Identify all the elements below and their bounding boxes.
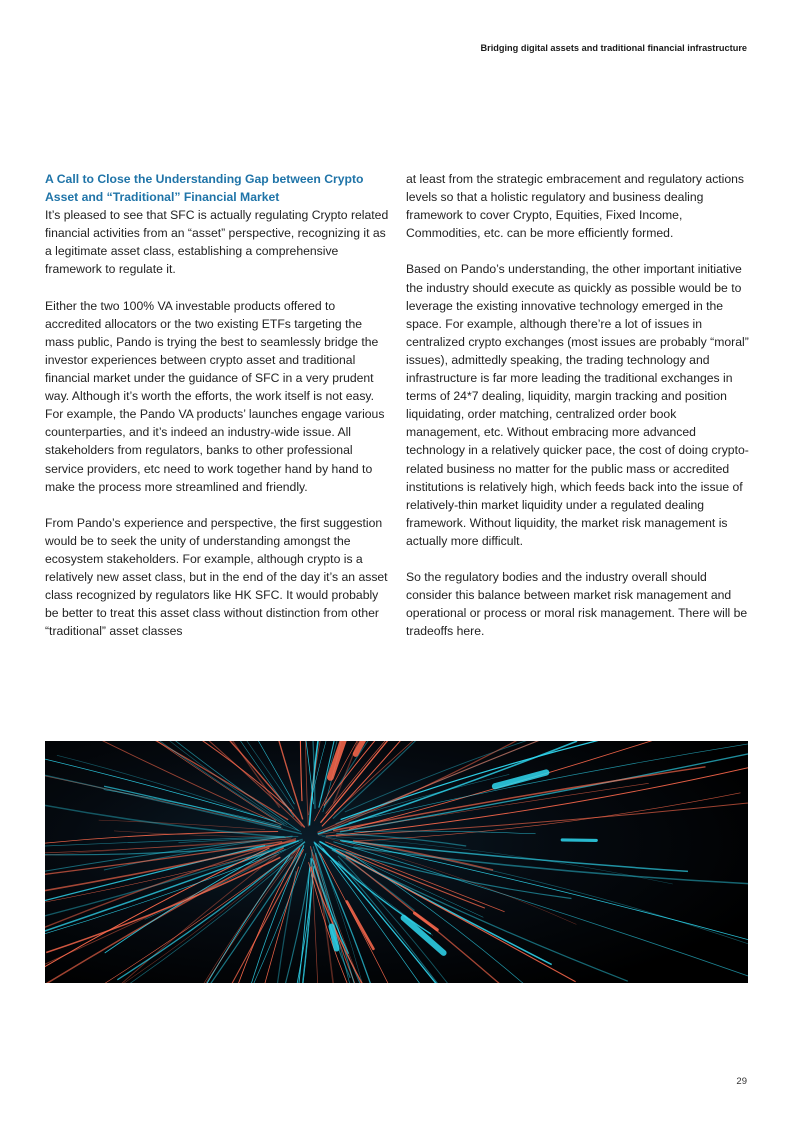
text-column-right bbox=[406, 170, 752, 640]
paragraph: It’s pleased to see that SFC is actually regulating Crypto related financial activities from an “asset” perspective, recognizing it as a legitimate asset class, establishing a comprehensive framework to regulate it. bbox=[45, 208, 389, 277]
running-header: Bridging digital assets and traditional financial infrastructure bbox=[480, 43, 747, 53]
section-heading: A Call to Close the Understanding Gap between Crypto Asset and “Traditional” Financial Market bbox=[45, 172, 364, 205]
cyan-light-bar bbox=[562, 840, 596, 841]
paragraph: Either the two 100% VA investable products offered to accredited allocators or the two existing ETFs targeting the mass public, Pando is trying the best to seamlessly bridge the investor experiences between crypto asset and traditional financial market under the guidance of SFC in a very prudent way. Although it’s worth the efforts, the work itself is not easy. For example, the Pando VA products’ launches engage various counterparties, and it’s indeed an industry-wide issue. All stakeholders from regulators, banks to other professional service providers, etc need to work together hand by hand to make the process more streamlined and friendly. bbox=[45, 298, 385, 494]
paragraph: at least from the strategic embracement and regulatory actions levels so that a holistic regulatory and business dealing framework to cover Crypto, Equities, Fixed Income, Commodities, etc. can be more efficiently formed. bbox=[406, 172, 745, 241]
paragraph: From Pando’s experience and perspective, the first suggestion would be to seek the unity of understanding amongst the ecosystem stakeholders. For example, although crypto is a relatively new asset class, but in the end of the day it’s an asset class recognized by regulators like HK SFC. It would probably be better to treat this asset class without distinction from other “traditional” asset classes bbox=[45, 515, 388, 639]
paragraph: Based on Pando’s understanding, the other important initiative the industry should execute as quickly as possible would be to leverage the existing innovative technology emerged in the space. For example, although there’re a lot of issues in centralized crypto exchanges (most issues are probably “moral” issues), admittedly speaking, the trading technology and infrastructure is far more leading the traditional exchanges in terms of 24*7 dealing, liquidity, margin tracking and position liquidating, order matching, centralized order book management, etc. Without embracing more advanced technology in a relatively quicker pace, the cost of doing crypto-related business no matter for the public mass or accredited institutions is relatively high, which feeds back into the issue of relatively-thin market liquidity under a regulated dealing framework. Without liquidity, the market risk management is actually more difficult. bbox=[406, 262, 749, 548]
page-number: 29 bbox=[736, 1076, 747, 1087]
light-tunnel-graphic bbox=[45, 741, 748, 983]
text-column-left bbox=[45, 170, 393, 640]
paragraph: So the regulatory bodies and the industry overall should consider this balance between market risk management and operational or process or moral risk management. There will be tradeoffs here. bbox=[406, 570, 748, 639]
light-tunnel-image bbox=[45, 741, 748, 983]
image-backdrop bbox=[45, 741, 748, 983]
